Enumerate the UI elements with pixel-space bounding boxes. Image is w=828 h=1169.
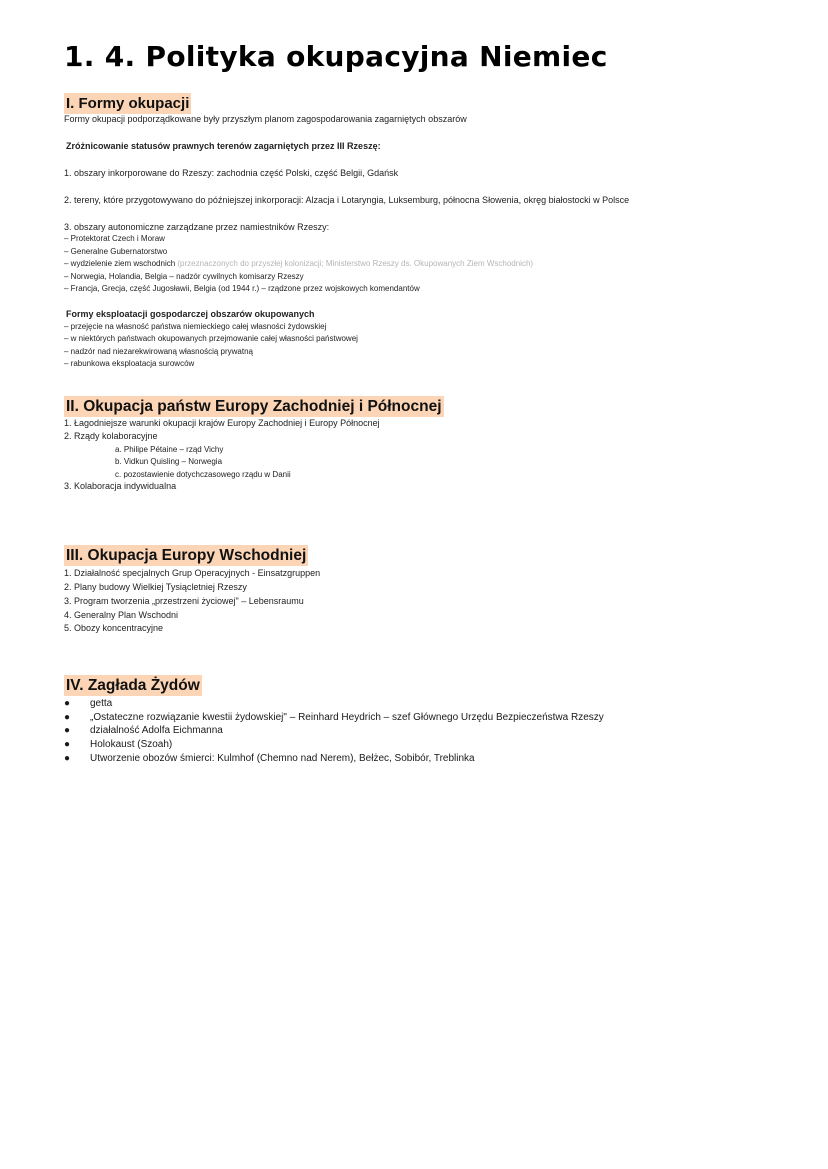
east-item-5: 5. Obozy koncentracyjne xyxy=(64,623,164,633)
bullet-icon: ● xyxy=(64,739,71,751)
bullet-icon: ● xyxy=(64,711,71,723)
autonomous-item-norway: – Norwegia, Holandia, Belgia – nadzór cywilnych komisarzy Rzeszy xyxy=(64,271,304,281)
west-item-2: 2. Rządy kolaboracyjne xyxy=(64,431,158,441)
west-item-2b: b. Vidkun Quisling – Norwegia xyxy=(115,457,223,466)
east-item-4: 4. Generalny Plan Wschodni xyxy=(64,609,179,620)
section-1-intro: Formy okupacji podporządkowane były przyszłym planom zagospodarowania zagarniętych obszarów xyxy=(64,114,467,124)
exploitation-item-state-property: – w niektórych państwach okupowanych przejmowanie całej własności państwowej xyxy=(64,334,358,343)
section-2-heading: II. Okupacja państw Europy Zachodniej i Północnej xyxy=(66,398,442,415)
section-1-heading: I. Formy okupacji xyxy=(66,95,190,112)
section-3-heading: III. Okupacja Europy Wschodniej xyxy=(66,547,307,564)
exploitation-item-resources: – rabunkowa eksploatacja surowców xyxy=(64,359,195,368)
section-4-heading: IV. Zagłada Żydów xyxy=(66,677,200,694)
holocaust-item-eichmann: działalność Adolfa Eichmanna xyxy=(90,725,223,737)
holocaust-item-ghettos: getta xyxy=(90,698,113,709)
autonomous-item-protectorate: – Protektorat Czech i Moraw xyxy=(64,234,165,243)
autonomous-item-east xyxy=(64,258,533,271)
autonomous-item-gg: – Generalne Gubernatorstwo xyxy=(64,246,168,256)
bullet-icon: ● xyxy=(64,698,71,709)
autonomous-item-france: – Francja, Grecja, część Jugosławii, Belgia (od 1944 r.) – rządzone przez wojskowych komendantów xyxy=(64,284,420,293)
holocaust-item-final-solution: „Ostateczne rozwiązanie kwestii żydowskiej" – Reinhard Heydrich – szef Głównego Urzędu Bezpieczeństwa Rzeszy xyxy=(90,711,604,723)
holocaust-item-death-camps: Utworzenie obozów śmierci: Kulmhof (Chemno nad Nerem), Bełżec, Sobibór, Treblinka xyxy=(90,752,475,764)
west-item-2c: c. pozostawienie dotychczasowego rządu w Danii xyxy=(115,469,291,479)
west-item-1: 1. Łagodniejsze warunki okupacji krajów Europy Zachodniej i Europy Północnej xyxy=(64,418,380,428)
legal-status-subheading: Zróżnicowanie statusów prawnych terenów zagarniętych przez III Rzeszę: xyxy=(66,141,381,151)
east-item-1: 1. Działalność specjalnych Grup Operacyjnych - Einsatzgruppen xyxy=(64,568,321,578)
west-item-2a: a. Philipe Pétaine – rząd Vichy xyxy=(115,444,224,454)
east-lands-note: (przeznaczonych do przyszłej kolonizacji; Ministerstwo Rzeszy ds. Okupowanych Ziem Wschodnich) xyxy=(177,259,534,268)
exploitation-subheading: Formy eksploatacji gospodarczej obszarów okupowanych xyxy=(66,309,315,319)
point-1-incorporated: 1. obszary inkorporowane do Rzeszy: zachodnia część Polski, część Belgii, Gdańsk xyxy=(64,168,399,178)
exploitation-item-private-property: – nadzór nad niezarekwirowaną własnością prywatną xyxy=(64,346,253,356)
bullet-icon: ● xyxy=(64,752,71,764)
point-2-future-incorporation: 2. tereny, które przygotowywano do późniejszej inkorporacji: Alzacja i Lotaryngia, Luksemburg, północna Słowenia, okręg białostocki w Polsce xyxy=(64,195,630,205)
exploitation-item-jewish-property: – przejęcie na własność państwa niemieckiego całej własności żydowskiej xyxy=(64,321,327,331)
bullet-icon: ● xyxy=(64,725,71,737)
east-lands-label: – wydzielenie ziem wschodnich xyxy=(64,259,178,268)
point-3-autonomous: 3. obszary autonomiczne zarządzane przez namiestników Rzeszy: xyxy=(64,222,330,232)
page-title: 1. 4. Polityka okupacyjna Niemiec xyxy=(64,40,608,73)
holocaust-item-shoah: Holokaust (Szoah) xyxy=(90,739,173,751)
east-item-2: 2. Plany budowy Wielkiej Tysiącletniej Rzeszy xyxy=(64,582,247,592)
east-item-3: 3. Program tworzenia „przestrzeni życiowej" – Lebensraumu xyxy=(64,596,304,606)
west-item-3: 3. Kolaboracja indywidualna xyxy=(64,481,177,491)
